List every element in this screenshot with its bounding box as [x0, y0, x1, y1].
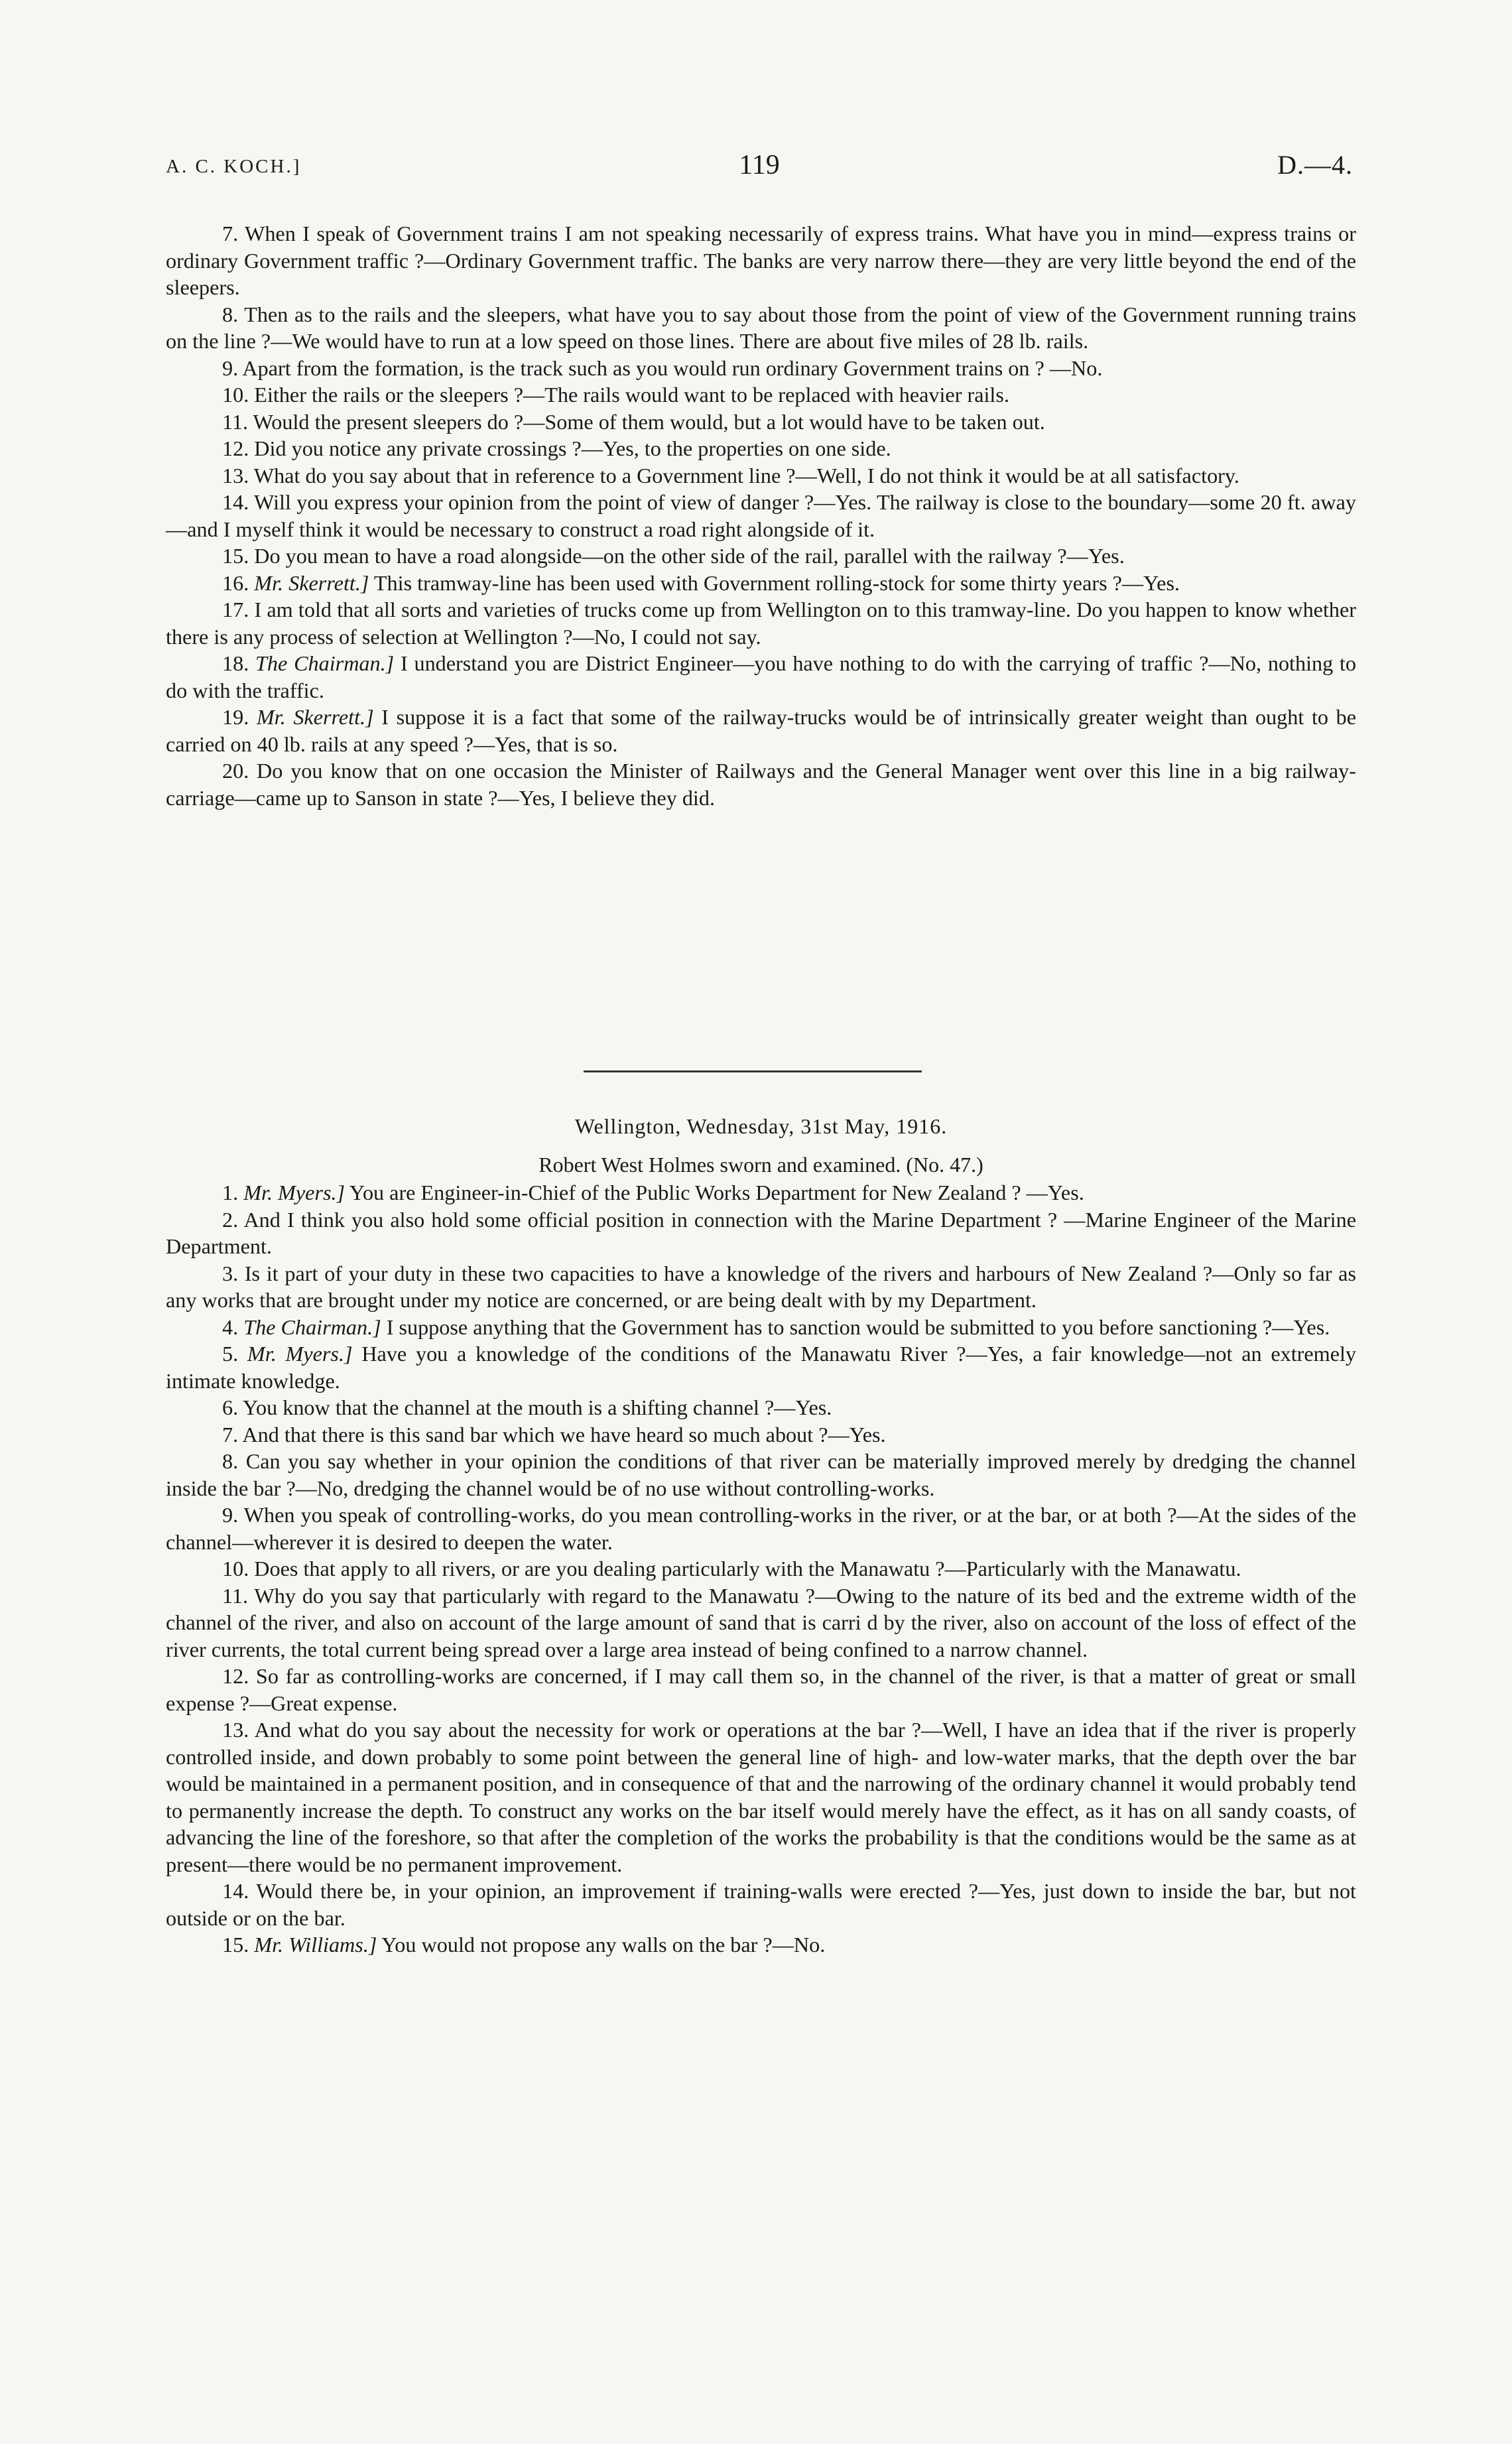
question-number: 16. [222, 570, 249, 595]
question-paragraph: 12. So far as controlling-works are concerned, if I may call them so, in the channel of the river, is that a matter of great or small expense ?—Great expense. [166, 1664, 1356, 1715]
question-paragraph: 8. Can you say whether in your opinion the conditions of that river can be materially improved merely by dredging the channel inside the bar ?—No, dredging the channel would be of no use without controlling-works. [166, 1449, 1356, 1500]
question-paragraph: 17. I am told that all sorts and varieties of trucks come up from Wellington on to this tramway-line. Do you happen to know whether there is any process of selection at Wellington ?—No, I could not say. [166, 598, 1356, 649]
question-paragraph: 6. You know that the channel at the mouth is a shifting channel ?—Yes. [222, 1395, 832, 1419]
question-paragraph [166, 1340, 1356, 1394]
speaker-name: Mr. Skerrett.] [256, 705, 374, 729]
speaker-name: Mr. Williams.] [254, 1933, 377, 1957]
session-dateline: Wellington, Wednesday, 31st May, 1916. [574, 1114, 948, 1138]
question-number: 5. [222, 1342, 239, 1366]
question-paragraph: 13. What do you say about that in reference to a Government line ?—Well, I do not think it would be at all satisfactory. [222, 463, 1239, 487]
question-paragraph: 11. Why do you say that particularly with regard to the Manawatu ?—Owing to the nature of its bed and the extreme width of the channel of the river, and also on account of the large amount of sand that is carri d by the river, also on account of the loss of effect of the river currents, the total current being spread over a large area instead of being confined to a narrow channel. [166, 1583, 1356, 1661]
speaker-name: The Chairman.] [243, 1315, 381, 1339]
question-text: I suppose it is a fact that some of the railway-trucks would be of intrinsically greater weight than ought to be carried on 40 lb. rails at any speed ?—Yes, that is so. [166, 705, 1357, 756]
question-paragraph: 15. Do you mean to have a road alongside—on the other side of the rail, parallel with the railway ?—Yes. [222, 544, 1125, 568]
document-reference: D.—4. [1277, 150, 1353, 180]
question-paragraph: 11. Would the present sleepers do ?—Some of them would, but a lot would have to be taken out. [222, 409, 1045, 434]
question-paragraph [166, 1931, 1356, 1959]
question-number: 19. [222, 705, 249, 729]
question-paragraph: 10. Either the rails or the sleepers ?—The rails would want to be replaced with heavier rails. [222, 383, 1009, 407]
question-text: I suppose anything that the Government has to sanction would be submitted to you before sanctioning ?—Yes. [386, 1315, 1330, 1339]
question-number: 1. [222, 1181, 239, 1204]
question-paragraph: 20. Do you know that on one occasion the Minister of Railways and the General Manager went over this line in a big railway-carriage—came up to Sanson in state ?—Yes, I believe they did. [166, 759, 1356, 810]
question-number: 15. [222, 1933, 249, 1957]
question-paragraph: 9. Apart from the formation, is the track such as you would run ordinary Government trains on ? —No. [222, 355, 1103, 380]
header-witness-name: A. C. KOCH.] [166, 156, 302, 177]
question-paragraph: 2. And I think you also hold some official position in connection with the Marine Department ? —Marine Engineer of the Marine Department. [166, 1207, 1356, 1258]
question-text: Have you a knowledge of the conditions of the Manawatu River ?—Yes, a fair knowledge—not an extremely intimate knowledge. [166, 1342, 1357, 1393]
question-paragraph: 9. When you speak of controlling-works, do you mean controlling-works in the river, or at the bar, or at both ?—At the sides of the channel—wherever it is desired to deepen the water. [166, 1503, 1356, 1554]
question-text: This tramway-line has been used with Government rolling-stock for some thirty years ?—Yes. [373, 570, 1180, 595]
page-number: 119 [739, 150, 780, 180]
question-paragraph: 7. When I speak of Government trains I am not speaking necessarily of express trains. What have you in mind—express trains or ordinary Government traffic ?—Ordinary Government traffic. The banks are very narrow there—they are very little beyond the end of the sleepers. [166, 222, 1356, 299]
speaker-name: The Chairman.] [255, 651, 395, 675]
question-paragraph [166, 704, 1356, 757]
speaker-name: Mr. Myers.] [243, 1181, 346, 1204]
question-paragraph: 13. And what do you say about the necessity for work or operations at the bar ?—Well, I have an idea that if the river is properly controlled inside, and down probably to some point between the general line of high- and low-water marks, that the depth over the bar would be maintained in a permanent position, and in consequence of that and the narrowing of the ordinary channel it would probably tend to permanently increase the depth. To construct any works on the bar itself would merely have the effect, as it has on all sandy coasts, of advancing the line of the foreshore, so that after the completion of the works the probability is that the conditions would be the same as at present—there would be no permanent improvement. [166, 1718, 1356, 1876]
question-paragraph [166, 1179, 1356, 1206]
question-text: I understand you are District Engineer—you have nothing to do with the carrying of traffic ?—No, nothing to do with the traffic. [166, 651, 1357, 702]
speaker-name: Mr. Myers.] [247, 1342, 353, 1366]
section-divider [584, 1070, 922, 1072]
question-paragraph: 10. Does that apply to all rivers, or are you dealing particularly with the Manawatu ?—Particularly with the Manawatu. [222, 1557, 1241, 1580]
question-paragraph: 12. Did you notice any private crossings ?—Yes, to the properties on one side. [222, 436, 891, 460]
speaker-name: Mr. Skerrett.] [254, 570, 369, 595]
page-header [166, 149, 1353, 189]
question-paragraph [166, 570, 1356, 597]
koch-evidence-section [166, 220, 1356, 811]
question-paragraph: 7. And that there is this sand bar which we have heard so much about ?—Yes. [222, 1422, 886, 1447]
question-paragraph: 14. Would there be, in your opinion, an improvement if training-walls were erected ?—Yes, just down to inside the bar, but not outside or on the bar. [166, 1879, 1356, 1930]
question-number: 18. [222, 651, 249, 675]
question-number: 4. [222, 1315, 239, 1339]
question-paragraph [166, 650, 1356, 704]
question-text: You would not propose any walls on the bar ?—No. [381, 1933, 826, 1957]
question-paragraph: 14. Will you express your opinion from the point of view of danger ?—Yes. The railway is close to the boundary—some 20 ft. away—and I myself think it would be necessary to construct a road right alongside of it. [166, 490, 1356, 541]
question-paragraph [166, 1314, 1356, 1341]
holmes-evidence-section [166, 1113, 1356, 1959]
question-paragraph: 3. Is it part of your duty in these two capacities to have a knowledge of the rivers and harbours of New Zealand ?—Only so far as any works that are brought under my notice are concerned, or are being dealt with by my Department. [166, 1261, 1356, 1312]
question-text: You are Engineer-in-Chief of the Public Works Department for New Zealand ? —Yes. [349, 1181, 1084, 1204]
question-paragraph: 8. Then as to the rails and the sleepers, what have you to say about those from the point of view of the Government running trains on the line ?—We would have to run at a low speed on those lines. There are about five miles of 28 lb. rails. [166, 302, 1356, 353]
witness-heading: Robert West Holmes sworn and examined. (No. 47.) [538, 1153, 983, 1177]
